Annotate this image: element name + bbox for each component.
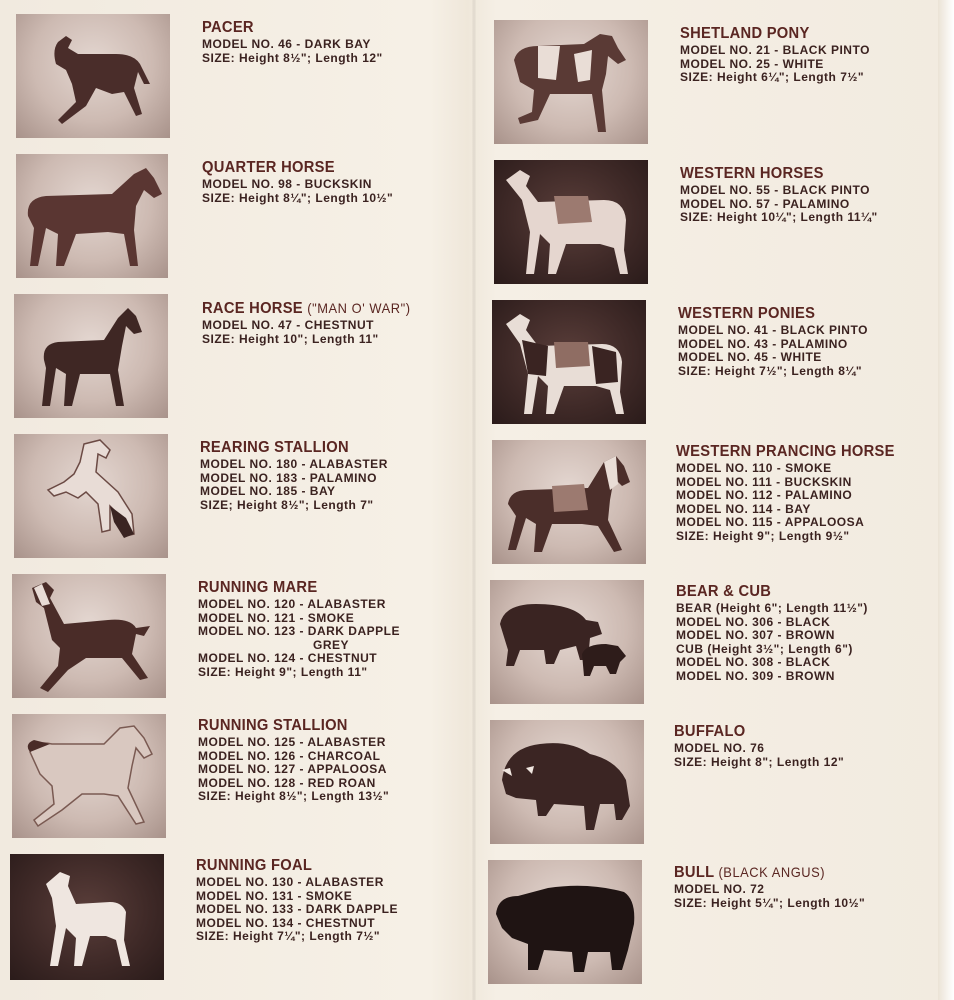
model-line: MODEL NO. 55 - BLACK PINTO	[680, 183, 870, 197]
foal-icon	[10, 854, 164, 980]
entry-title: WESTERN PONIES	[678, 305, 816, 322]
page-fold	[472, 0, 476, 1000]
model-line-continued: GREY	[313, 637, 350, 652]
size-line: SIZE; Height 8½"; Length 7"	[200, 497, 374, 512]
horse-standing-icon	[14, 294, 168, 418]
size-line: SIZE: Height 6¼"; Length 7½"	[680, 70, 865, 85]
size-line: SIZE: Height 8½"; Length 12"	[202, 50, 383, 65]
horse-rearing-icon	[14, 434, 168, 558]
model-line: MODEL NO. 130 - ALABASTER	[196, 875, 384, 889]
model-line: MODEL NO. 308 - BLACK	[676, 655, 831, 670]
horse-standing-icon	[16, 154, 168, 278]
model-line: MODEL NO. 43 - PALAMINO	[678, 336, 848, 351]
model-line: MODEL NO. 47 - CHESTNUT	[202, 318, 374, 332]
size-line: SIZE: Height 8½"; Length 13½"	[198, 789, 390, 804]
saddled-horse-icon	[494, 160, 648, 284]
entry-title: RUNNING MARE	[198, 579, 318, 596]
model-line: MODEL NO. 57 - PALAMINO	[680, 196, 850, 211]
model-line: MODEL NO. 309 - BROWN	[676, 668, 835, 683]
model-line: MODEL NO. 134 - CHESTNUT	[196, 915, 376, 930]
bear-size-line: BEAR (Height 6"; Length 11½")	[676, 601, 868, 615]
bear-icon	[490, 580, 644, 704]
size-line: SIZE: Height 8¼"; Length 10½"	[202, 190, 394, 205]
size-line: SIZE: Height 10¼"; Length 11¼"	[680, 210, 878, 225]
model-line: MODEL NO. 25 - WHITE	[680, 56, 824, 71]
entry-title: WESTERN HORSES	[680, 165, 824, 182]
entry-subtitle: ("MAN O' WAR")	[307, 300, 411, 316]
model-line: MODEL NO. 76	[674, 741, 765, 755]
saddled-pony-icon	[492, 300, 646, 424]
page-edge	[938, 0, 954, 1000]
model-line: MODEL NO. 306 - BLACK	[676, 614, 831, 629]
size-line: SIZE: Height 10"; Length 11"	[202, 331, 379, 346]
size-line: SIZE: Height 8"; Length 12"	[674, 754, 845, 769]
pony-icon	[494, 20, 648, 144]
entry-title: QUARTER HORSE	[202, 159, 335, 176]
model-line: MODEL NO. 124 - CHESTNUT	[198, 651, 378, 666]
model-line: MODEL NO. 21 - BLACK PINTO	[680, 43, 870, 57]
entry-subtitle: (BLACK ANGUS)	[718, 864, 826, 880]
model-line: MODEL NO. 45 - WHITE	[678, 350, 822, 365]
entry-title: SHETLAND PONY	[680, 25, 810, 42]
model-line: MODEL NO. 110 - SMOKE	[676, 461, 832, 475]
horse-trotting-icon	[16, 14, 170, 138]
entry-title: RUNNING FOAL	[196, 857, 313, 874]
entry-title: BEAR & CUB	[676, 583, 772, 600]
model-line: MODEL NO. 111 - BUCKSKIN	[676, 474, 852, 489]
model-line: MODEL NO. 131 - SMOKE	[196, 888, 353, 903]
prancing-horse-icon	[492, 440, 646, 564]
size-line: SIZE: Height 5¼"; Length 10½"	[674, 895, 866, 910]
model-line: MODEL NO. 307 - BROWN	[676, 628, 835, 643]
model-line: MODEL NO. 98 - BUCKSKIN	[202, 177, 372, 191]
size-line: SIZE: Height 7¼"; Length 7½"	[196, 929, 381, 944]
entry-title: REARING STALLION	[200, 439, 349, 456]
model-line: MODEL NO. 112 - PALAMINO	[676, 488, 853, 503]
entry-title: BULL	[674, 864, 715, 881]
model-line: MODEL NO. 126 - CHARCOAL	[198, 748, 381, 763]
buffalo-icon	[490, 720, 644, 844]
model-line: MODEL NO. 120 - ALABASTER	[198, 597, 386, 611]
model-line: MODEL NO. 41 - BLACK PINTO	[678, 323, 868, 337]
cub-size-line: CUB (Height 3½"; Length 6")	[676, 641, 853, 656]
bull-icon	[488, 860, 642, 984]
model-line: MODEL NO. 72	[674, 882, 765, 896]
entry-title: RACE HORSE	[202, 300, 303, 317]
entry-title: PACER	[202, 19, 254, 36]
horse-running-icon	[12, 574, 166, 698]
model-line: MODEL NO. 127 - APPALOOSA	[198, 762, 387, 777]
size-line: SIZE: Height 7½"; Length 8¼"	[678, 363, 863, 378]
model-line: MODEL NO. 46 - DARK BAY	[202, 37, 371, 51]
entry-title: BUFFALO	[674, 723, 746, 740]
model-line: MODEL NO. 185 - BAY	[200, 484, 336, 499]
size-line: SIZE: Height 9"; Length 11"	[198, 664, 368, 679]
model-line: MODEL NO. 114 - BAY	[676, 501, 811, 516]
entry-title: WESTERN PRANCING HORSE	[676, 443, 895, 460]
horse-running-icon	[12, 714, 166, 838]
model-line: MODEL NO. 123 - DARK DAPPLE	[198, 624, 400, 639]
model-line: MODEL NO. 183 - PALAMINO	[200, 470, 377, 485]
model-line: MODEL NO. 133 - DARK DAPPLE	[196, 902, 398, 917]
entry-title: RUNNING STALLION	[198, 717, 348, 734]
model-line: MODEL NO. 121 - SMOKE	[198, 610, 355, 625]
size-line: SIZE: Height 9"; Length 9½"	[676, 528, 850, 543]
model-line: MODEL NO. 128 - RED ROAN	[198, 775, 376, 790]
model-line: MODEL NO. 180 - ALABASTER	[200, 457, 388, 471]
model-line: MODEL NO. 125 - ALABASTER	[198, 735, 386, 749]
model-line: MODEL NO. 115 - APPALOOSA	[676, 515, 865, 530]
